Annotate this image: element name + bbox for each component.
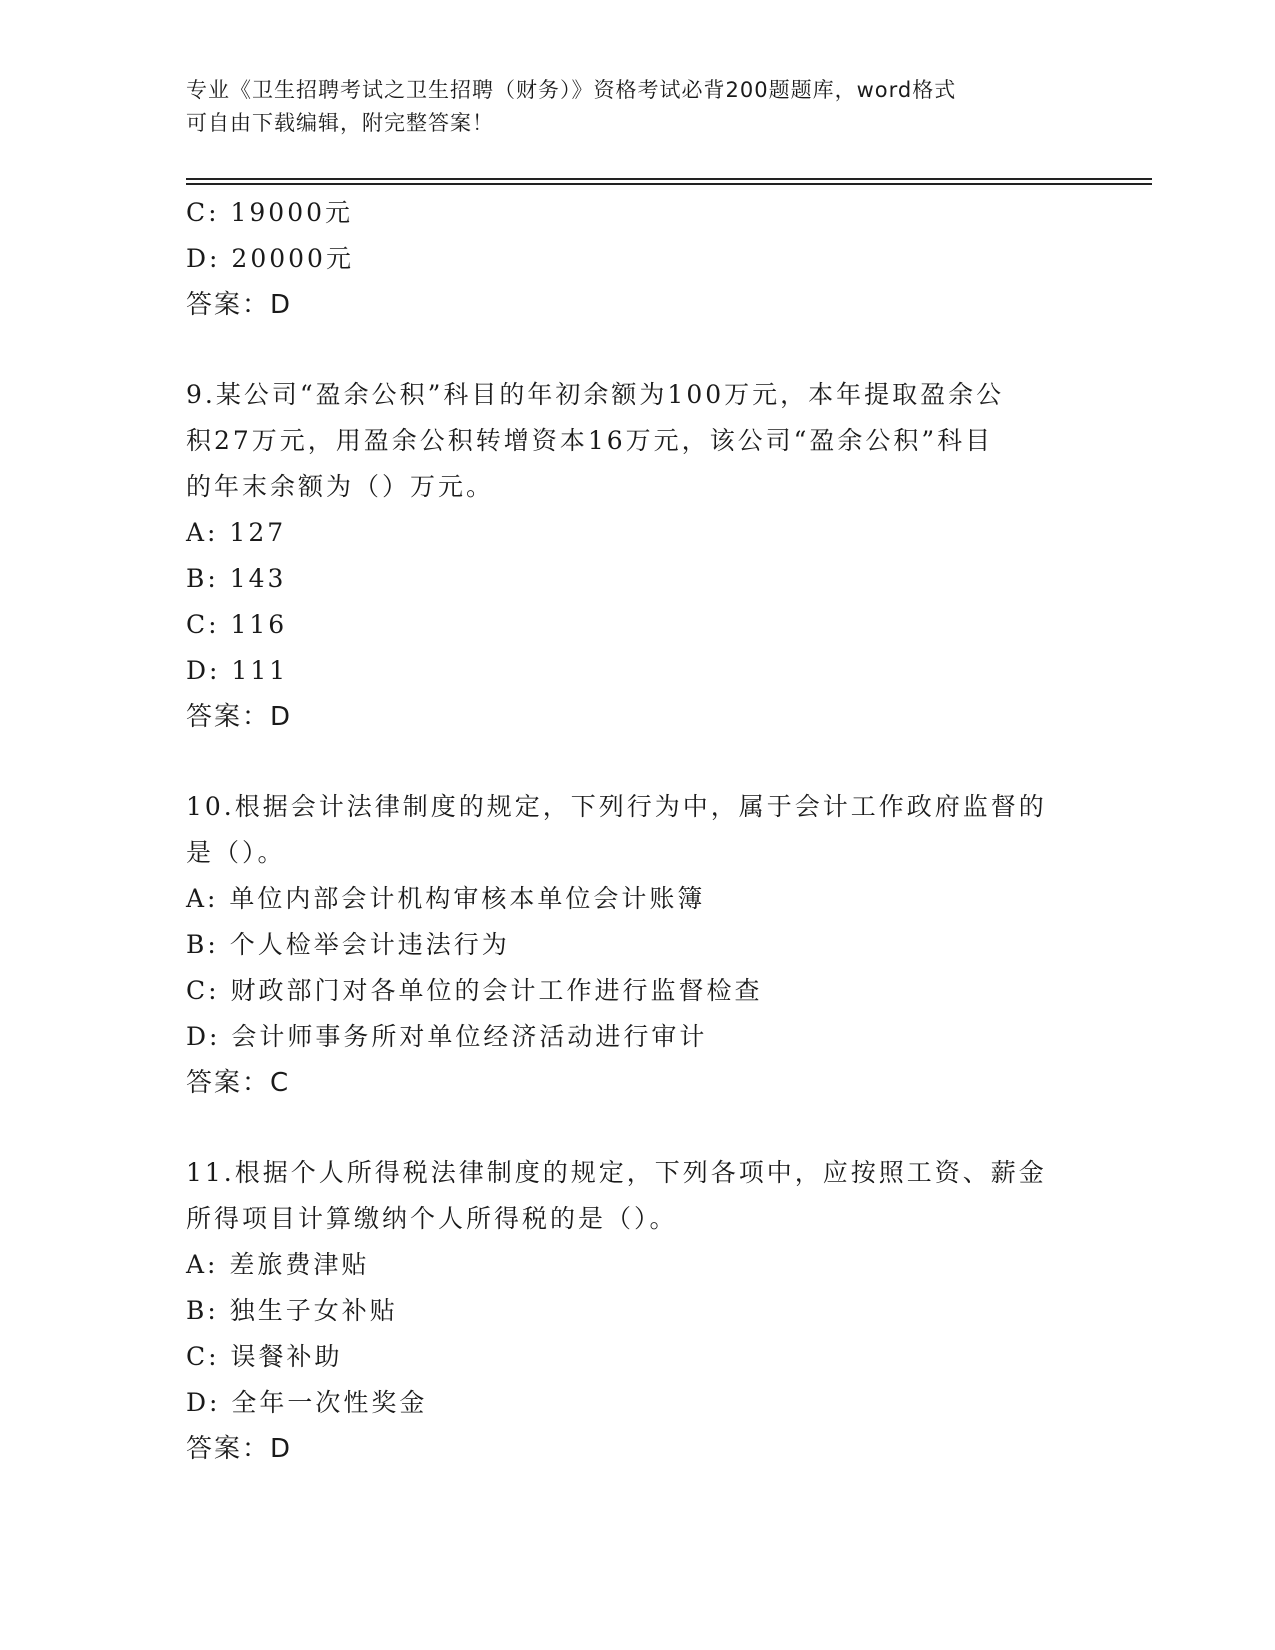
answer-label: 答案：D <box>186 290 293 320</box>
option-d: D: 20000元 <box>186 244 354 273</box>
option-d: D: 111 <box>186 656 289 685</box>
option-a: A: 127 <box>186 518 287 547</box>
option-c: C: 财政部门对各单位的会计工作进行监督检查 <box>186 976 763 1005</box>
question-10 <box>186 784 1086 1106</box>
option-c: C: 19000元 <box>186 198 354 227</box>
answer-label: 答案：D <box>186 702 293 732</box>
option-d: D: 全年一次性奖金 <box>186 1388 428 1417</box>
question-stem-line: 积27万元，用盈余公积转增资本16万元，该公司“盈余公积”科目 <box>186 426 994 455</box>
question-stem-line: 11.根据个人所得税法律制度的规定，下列各项中，应按照工资、薪金 <box>186 1158 1047 1187</box>
option-d: D: 会计师事务所对单位经济活动进行审计 <box>186 1022 708 1051</box>
answer-label: 答案：C <box>186 1068 291 1098</box>
question-9 <box>186 372 1086 740</box>
document-header <box>186 74 1086 140</box>
question-11 <box>186 1150 1086 1472</box>
question-stem-line: 10.根据会计法律制度的规定，下列行为中，属于会计工作政府监督的 <box>186 792 1047 821</box>
option-c: C: 误餐补助 <box>186 1342 343 1371</box>
option-b: B: 个人检举会计违法行为 <box>186 930 510 959</box>
header-title-line-2: 可自由下载编辑，附完整答案！ <box>186 111 494 135</box>
option-c: C: 116 <box>186 610 288 639</box>
question-8 <box>186 190 1086 328</box>
header-title-line-1: 专业《卫生招聘考试之卫生招聘（财务）》资格考试必背200题题库，word格式 <box>186 78 957 102</box>
question-stem-line: 的年末余额为（）万元。 <box>186 472 495 501</box>
answer-label: 答案：D <box>186 1434 293 1464</box>
option-b: B: 143 <box>186 564 287 593</box>
question-stem-line: 9.某公司“盈余公积”科目的年初余额为100万元，本年提取盈余公 <box>186 380 1005 409</box>
option-a: A: 差旅费津贴 <box>186 1250 370 1279</box>
question-list <box>186 190 1086 1472</box>
question-stem-line: 所得项目计算缴纳个人所得税的是（）。 <box>186 1204 678 1233</box>
option-a: A: 单位内部会计机构审核本单位会计账簿 <box>186 884 706 913</box>
header-divider-bottom <box>186 183 1152 185</box>
header-divider-top <box>186 178 1152 180</box>
question-stem-line: 是（）。 <box>186 838 286 867</box>
option-b: B: 独生子女补贴 <box>186 1296 398 1325</box>
